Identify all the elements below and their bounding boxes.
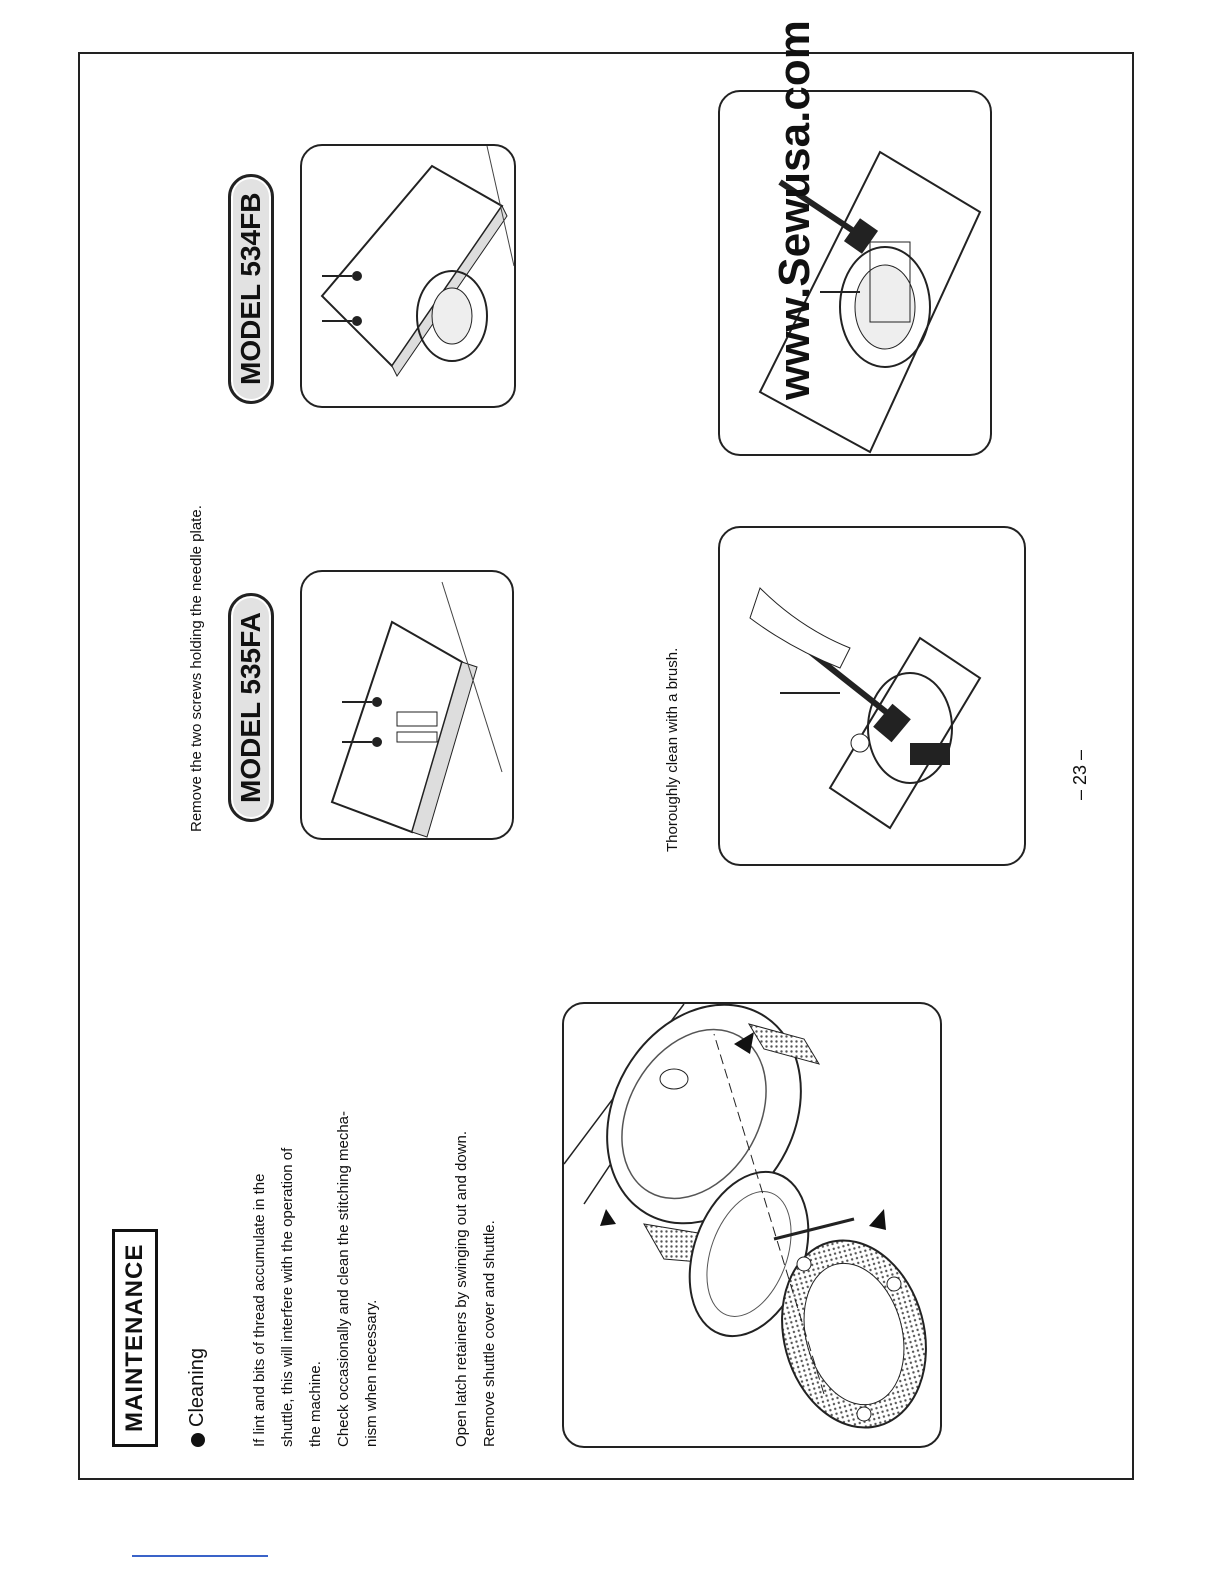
cleaning-line: nism when necessary. — [363, 1299, 380, 1447]
divider — [132, 1555, 268, 1557]
brush-cleaning-illustration — [718, 526, 1026, 866]
cleaning-line: Check occasionally and clean the stitching mecha- — [335, 1110, 352, 1447]
watermark: www.Sewusa.com — [770, 20, 819, 400]
cleaning-line: If lint and bits of thread accumulate in the — [251, 1173, 268, 1447]
shuttle-illustration — [562, 1002, 942, 1448]
subheading-cleaning — [186, 1348, 209, 1447]
latch-line: Remove shuttle cover and shuttle. — [481, 1220, 498, 1447]
cleaning-line: shuttle, this will interfere with the operation of — [279, 1147, 296, 1447]
cleaning-paragraph — [246, 1111, 386, 1447]
model-534fb-label: MODEL 534FB — [228, 174, 274, 404]
model-534fb-illustration — [300, 144, 516, 408]
latch-line: Open latch retainers by swinging out and down. — [453, 1130, 470, 1447]
model-535fa-label: MODEL 535FA — [228, 593, 274, 822]
cleaning-line: the machine. — [307, 1361, 324, 1447]
model-535fa-illustration — [300, 570, 514, 840]
bullet-icon — [191, 1433, 205, 1447]
section-title: MAINTENANCE — [112, 1229, 158, 1447]
page-number: – 23 – — [1070, 749, 1090, 800]
screws-caption: Remove the two screws holding the needle plate. — [188, 505, 205, 832]
brush-caption: Thoroughly clean with a brush. — [664, 647, 681, 852]
subheading-label: Cleaning — [186, 1348, 208, 1427]
latch-paragraph — [448, 1131, 504, 1447]
brush-cleaning-illustration-2 — [718, 90, 992, 456]
